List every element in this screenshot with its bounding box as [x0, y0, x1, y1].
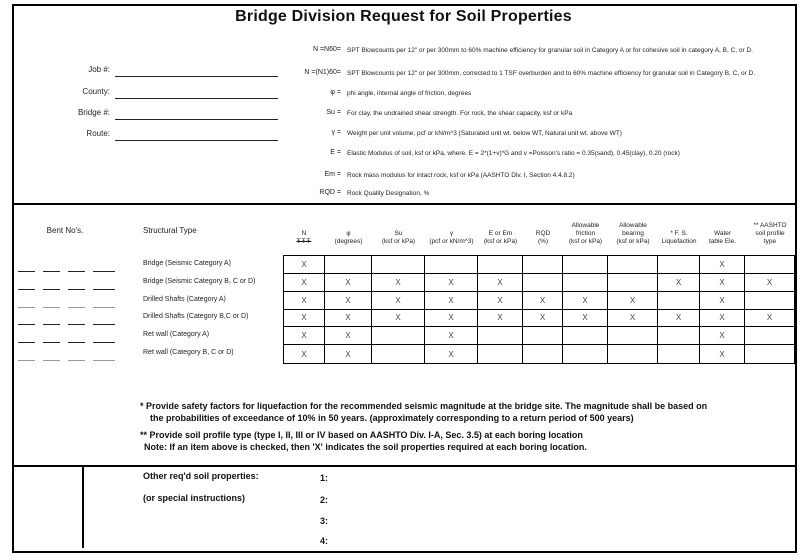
other-props-label: Other req'd soil properties:	[143, 471, 259, 481]
definition-desc: Weight per unit volume, pcf or kN/m^3 (Saturated unit wt. below WT, Natural unit wt. above WT)	[347, 130, 622, 137]
column-header-line: Allowable	[619, 222, 647, 229]
grid-cell: X	[425, 327, 478, 345]
grid-cell	[745, 327, 794, 345]
grid-cell: X	[700, 327, 745, 345]
structural-type-label: Ret wall (Category A)	[143, 331, 210, 338]
column-header-2	[372, 230, 425, 246]
field-input-job-number[interactable]	[115, 65, 278, 77]
grid-cell: X	[425, 310, 478, 328]
grid-cell: X	[658, 310, 700, 328]
grid-cell	[608, 256, 658, 274]
divider-bottom	[13, 465, 795, 467]
column-header-line: table Ele.	[708, 238, 737, 245]
grid-cell	[563, 327, 608, 345]
bent-no-blank[interactable]	[68, 360, 85, 361]
structural-type-label: Drilled Shafts (Category B,C or D)	[143, 313, 249, 320]
bent-no-blank-row[interactable]	[0, 360, 120, 363]
grid-cell: X	[478, 310, 523, 328]
grid-cell: X	[425, 292, 478, 310]
definition-term: N =(N1)60=	[304, 69, 341, 76]
grid-cell: X	[700, 292, 745, 310]
other-prop-item-3: 3:	[320, 516, 329, 526]
grid-cell: X	[563, 310, 608, 328]
column-header-0	[283, 230, 325, 246]
grid-cell	[608, 274, 658, 292]
grid-cell	[658, 256, 700, 274]
grid-cell: X	[745, 274, 794, 292]
column-header-4	[478, 230, 523, 246]
column-header-line: Su	[394, 230, 403, 237]
column-header-10	[745, 222, 795, 246]
column-header-line: φ	[346, 230, 351, 237]
column-header-line: (ksf or kPa)	[616, 238, 650, 245]
grid-cell	[563, 274, 608, 292]
footnote-line-3: ** Provide soil profile type (type I, II, III or IV based on AASHTO Div. I-A, Sec. 3.5) at each boring location	[140, 430, 583, 440]
bent-no-blank[interactable]	[43, 360, 60, 361]
column-header-8	[658, 230, 700, 246]
grid-cell	[608, 345, 658, 363]
column-header-line: E or Em	[488, 230, 513, 237]
field-label-route: Route:	[86, 129, 110, 138]
definition-desc: Rock Quality Designation, %	[347, 190, 430, 197]
footnote-line-4: Note: If an item above is checked, then 'X' indicates the soil properties required at each boring location.	[144, 442, 587, 452]
column-header-line: type	[763, 238, 777, 245]
grid-cell	[563, 345, 608, 363]
bent-no-blank[interactable]	[68, 324, 85, 325]
grid-cell	[658, 292, 700, 310]
grid-cell: X	[284, 292, 325, 310]
definition-desc: SPT Blowcounts per 12" or per 300mm, corrected to 1 TSF overburden and to 60% machine efficiency for granular soil in Category B, C, or D.	[347, 70, 756, 77]
column-header-line: (ksf or kPa)	[381, 238, 416, 245]
bent-no-blank[interactable]	[18, 271, 35, 272]
column-header-line: (ksf or kPa)	[568, 238, 603, 245]
structural-type-label: Bridge (Seismic Category A)	[143, 260, 231, 267]
grid-cell	[372, 327, 425, 345]
grid-cell: X	[523, 292, 563, 310]
grid-cell: X	[325, 292, 372, 310]
bent-no-blank[interactable]	[93, 342, 115, 343]
column-header-7	[608, 222, 658, 246]
grid-cell	[745, 256, 794, 274]
bent-no-blank-row[interactable]	[0, 324, 120, 327]
definition-desc: For clay, the undrained shear strength. For rock, the shear capacity, ksf or kPa	[347, 110, 573, 117]
grid-cell: X	[325, 274, 372, 292]
grid-cell: X	[372, 292, 425, 310]
grid-cell	[608, 327, 658, 345]
grid-cell	[478, 256, 523, 274]
column-header-line: Liquefaction	[661, 238, 697, 245]
footnote-line-1: * Provide safety factors for liquefaction for the recommended seismic magnitude at the bridge site. The magnitude shall be based on	[140, 401, 708, 411]
column-header-line: Allowable	[571, 222, 600, 229]
special-instructions-label: (or special instructions)	[143, 493, 246, 503]
column-header-line: Water	[713, 230, 732, 237]
grid-cell	[478, 345, 523, 363]
properties-grid	[283, 255, 795, 364]
definition-term: Su =	[326, 109, 341, 116]
column-header-line: (ksf or kPa)	[483, 238, 518, 245]
bent-no-blank[interactable]	[43, 342, 60, 343]
grid-cell	[325, 256, 372, 274]
bent-no-blank[interactable]	[43, 271, 60, 272]
column-header-6	[563, 222, 608, 246]
grid-cell: X	[700, 345, 745, 363]
grid-cell: X	[284, 256, 325, 274]
column-header-line: γ	[449, 230, 454, 237]
structural-type-label: Ret wall (Category B, C or D)	[143, 349, 234, 356]
bent-no-blank[interactable]	[93, 360, 115, 361]
grid-cell	[745, 292, 794, 310]
field-input-route[interactable]	[115, 129, 278, 141]
grid-cell: X	[608, 310, 658, 328]
bent-no-blank[interactable]	[18, 342, 35, 343]
bent-no-blank[interactable]	[43, 289, 60, 290]
grid-cell: X	[745, 310, 794, 328]
bent-no-blank[interactable]	[93, 271, 115, 272]
other-prop-item-2: 2:	[320, 495, 329, 505]
column-header-line: friction	[575, 230, 596, 237]
grid-cell	[523, 256, 563, 274]
page-title: Bridge Division Request for Soil Properties	[235, 8, 572, 25]
definition-desc: SPT Blowcounts per 12" or per 300mm to 60% machine efficiency for granular soil in Category A or for cohesive soil in category A, B, C, or D.	[347, 47, 753, 54]
grid-cell: X	[523, 310, 563, 328]
grid-cell: X	[700, 310, 745, 328]
grid-cell: X	[325, 310, 372, 328]
bent-no-blank-row[interactable]	[0, 342, 120, 345]
bent-no-blank[interactable]	[68, 342, 85, 343]
definition-desc: Rock mass modulus for intact rock, ksf or kPa (AASHTO Div. I, Section 4.4.8.2)	[347, 172, 575, 179]
grid-cell: X	[284, 310, 325, 328]
column-header-line: bearing	[622, 230, 644, 237]
definition-term: Em =	[324, 171, 341, 178]
definition-term: E =	[330, 149, 341, 156]
bent-no-blank[interactable]	[18, 289, 35, 290]
bent-no-blank[interactable]	[43, 307, 60, 308]
definition-desc: Elastic Modulus of soil, ksf or kPa, where. E = 2*(1+v)*G and v =Poisson's ratio = 0.35(sand), 0.45(clay), 0.20 (rock)	[347, 150, 680, 157]
structural-type-label: Drilled Shafts (Category A)	[143, 296, 226, 303]
grid-cell	[523, 274, 563, 292]
definition-desc: phi angle, internal angle of friction, degrees	[347, 90, 472, 97]
other-prop-item-4: 4:	[320, 536, 329, 546]
bent-no-blank[interactable]	[18, 324, 35, 325]
bent-no-blank[interactable]	[93, 324, 115, 325]
bent-no-blank-row[interactable]	[0, 307, 120, 310]
grid-cell: X	[284, 274, 325, 292]
grid-cell: X	[478, 292, 523, 310]
definition-term: RQD =	[319, 189, 341, 196]
bent-no-blank[interactable]	[93, 289, 115, 290]
column-header-5	[523, 230, 563, 246]
bottom-section-vertical-rule	[82, 466, 84, 548]
structural-type-header: Structural Type	[143, 226, 197, 235]
bent-no-blank[interactable]	[18, 360, 35, 361]
column-headers	[283, 210, 795, 246]
bent-no-blank-row[interactable]	[0, 271, 120, 274]
column-header-line: RQD	[535, 230, 551, 237]
grid-cell: X	[700, 274, 745, 292]
column-header-line: * F. S.	[670, 230, 688, 237]
grid-cell: X	[325, 345, 372, 363]
column-header-line: (pcf or kN/m^3)	[429, 238, 474, 245]
definition-term: γ =	[331, 129, 341, 136]
grid-cell	[523, 345, 563, 363]
grid-cell	[658, 327, 700, 345]
grid-cell: X	[284, 345, 325, 363]
grid-cell: X	[284, 327, 325, 345]
grid-cell	[425, 256, 478, 274]
grid-cell: X	[658, 274, 700, 292]
bent-no-blank[interactable]	[93, 307, 115, 308]
column-header-line: ** AASHTO	[753, 222, 787, 229]
bent-no-blank[interactable]	[68, 271, 85, 272]
column-header-1	[325, 230, 372, 246]
grid-cell: X	[325, 327, 372, 345]
field-label-job-number: Job #:	[88, 65, 110, 74]
grid-cell: X	[425, 345, 478, 363]
grid-cell	[563, 256, 608, 274]
other-prop-item-1: 1:	[320, 473, 329, 483]
footnote-line-2: the probabilities of exceedance of 10% in 50 years. (approximately corresponding to a return period of 500 years)	[150, 413, 634, 423]
grid-cell	[745, 345, 794, 363]
grid-cell	[658, 345, 700, 363]
grid-cell: X	[563, 292, 608, 310]
field-label-county: County:	[82, 87, 110, 96]
field-input-county[interactable]	[115, 87, 278, 99]
bent-no-blank[interactable]	[43, 324, 60, 325]
bent-no-blank[interactable]	[68, 307, 85, 308]
column-header-3	[425, 230, 478, 246]
structural-type-label: Bridge (Seismic Category B, C or D)	[143, 278, 256, 285]
field-label-bridge-number: Bridge #:	[77, 108, 110, 117]
column-header-9	[700, 230, 745, 246]
grid-cell	[372, 256, 425, 274]
column-header-line: N	[301, 230, 307, 237]
grid-cell: X	[608, 292, 658, 310]
field-input-bridge-number[interactable]	[115, 108, 278, 120]
column-header-line: (degrees)	[334, 238, 363, 245]
definition-term: φ =	[330, 89, 341, 96]
grid-cell: X	[372, 310, 425, 328]
grid-cell: X	[478, 274, 523, 292]
grid-cell: X	[372, 274, 425, 292]
grid-cell: X	[700, 256, 745, 274]
column-header-line: ŦŦŦ	[296, 238, 312, 245]
grid-cell	[523, 327, 563, 345]
bent-no-blank[interactable]	[18, 307, 35, 308]
bent-nos-header: Bent No's.	[46, 226, 84, 235]
column-header-line: (%)	[537, 238, 549, 245]
grid-cell	[372, 345, 425, 363]
grid-cell: X	[425, 274, 478, 292]
definition-term: N =N60=	[312, 46, 341, 53]
column-header-line: soil profile	[755, 230, 785, 237]
bent-no-blank[interactable]	[68, 289, 85, 290]
bent-no-blank-row[interactable]	[0, 289, 120, 292]
grid-cell	[478, 327, 523, 345]
divider-top	[13, 203, 795, 205]
